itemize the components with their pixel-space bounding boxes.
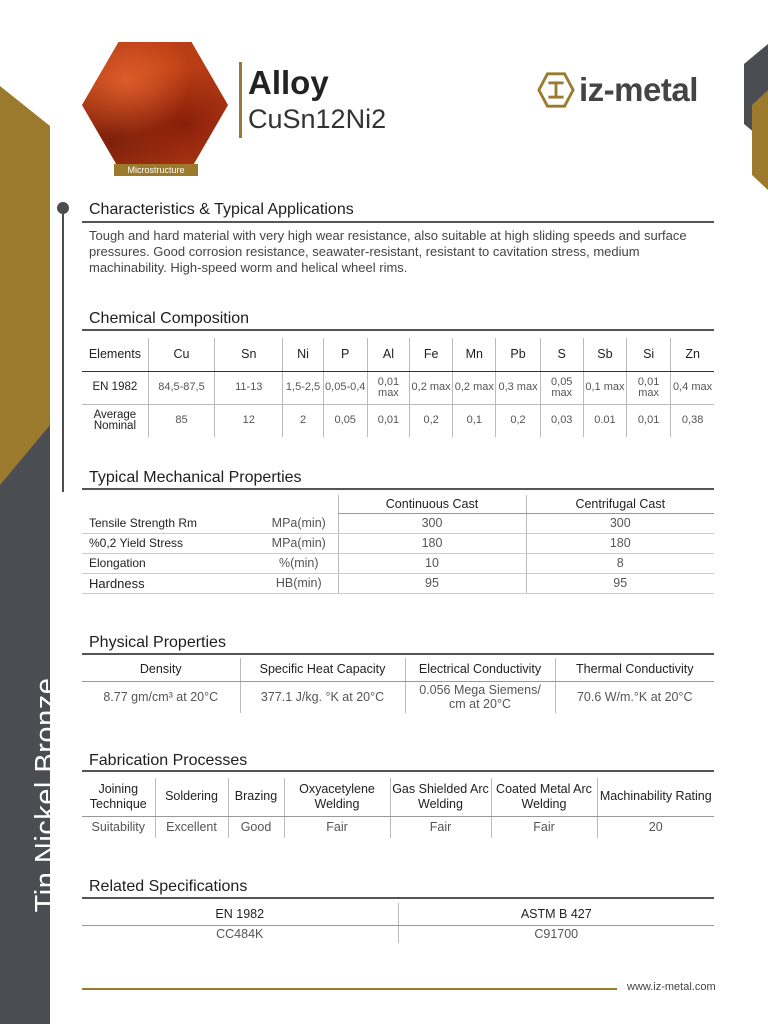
coated-metal-header: Coated Metal Arc Welding xyxy=(491,778,597,816)
blank-cell xyxy=(82,495,260,513)
avg-value: 0,38 xyxy=(671,404,714,437)
characteristics-text: Tough and hard material with very high wear resistance, also suitable at high sliding speeds and surface pressures. Good corrosion resistance, seawater-resistant, resistant to cavitation stress, medium machinability. High-speed worm and helical wheel rims. xyxy=(89,228,687,275)
physical-table xyxy=(82,658,714,713)
property-unit: %(min) xyxy=(260,553,338,573)
en-value: 0,1 max xyxy=(583,371,626,404)
gold-corner-band xyxy=(752,90,768,190)
mechanical-title: Typical Mechanical Properties xyxy=(89,469,302,486)
electrical-conductivity-header: Electrical Conductivity xyxy=(405,658,555,681)
en-value: 11-13 xyxy=(215,371,283,404)
element-cell: Sb xyxy=(583,338,626,371)
soldering-value: Excellent xyxy=(155,816,228,838)
avg-value: 0.01 xyxy=(583,404,626,437)
section-rule xyxy=(82,653,714,655)
element-cell: P xyxy=(323,338,367,371)
section-rule xyxy=(82,329,714,331)
suitability-label: Suitability xyxy=(91,819,145,834)
logo-text: iz-metal xyxy=(579,71,698,108)
property-label: Hardness xyxy=(82,573,260,593)
microstructure-label: Microstructure xyxy=(114,164,198,176)
continuous-value: 10 xyxy=(338,553,526,573)
centrifugal-value: 95 xyxy=(526,573,714,593)
continuous-value: 95 xyxy=(338,573,526,593)
en-1982-value: CC484K xyxy=(216,927,264,942)
density-header: Density xyxy=(82,658,240,681)
element-cell: Zn xyxy=(671,338,714,371)
soldering-header: Soldering xyxy=(155,778,228,816)
physical-title: Physical Properties xyxy=(89,634,226,651)
chemical-table xyxy=(82,338,714,437)
en-value: 0,05 max xyxy=(540,371,583,404)
blank-cell xyxy=(260,495,338,513)
element-cell: Sn xyxy=(215,338,283,371)
microstructure-hexagon xyxy=(82,42,228,168)
en-value: 1,5-2,5 xyxy=(283,371,323,404)
joining-technique-header: Joining Technique xyxy=(82,778,155,816)
centrifugal-value: 300 xyxy=(526,513,714,533)
en-value: 0,3 max xyxy=(496,371,540,404)
vertical-title: Tin Nickel Bronze xyxy=(30,677,62,913)
element-cell: Si xyxy=(627,338,671,371)
coated-metal-value: Fair xyxy=(491,816,597,838)
brand-logo xyxy=(537,70,698,110)
en-value: 0,4 max xyxy=(671,371,714,404)
en-value: 84,5-87,5 xyxy=(148,371,214,404)
avg-value: 0,05 xyxy=(323,404,367,437)
machinability-value: 20 xyxy=(597,816,714,838)
en-value: 0,05-0,4 xyxy=(323,371,367,404)
avg-value: 0,01 xyxy=(367,404,409,437)
en-value: 0,01 max xyxy=(367,371,409,404)
property-label: Tensile Strength Rm xyxy=(82,513,260,533)
avg-value: 85 xyxy=(148,404,214,437)
property-label: Elongation xyxy=(82,553,260,573)
footer-rule xyxy=(82,988,617,990)
continuous-value: 180 xyxy=(338,533,526,553)
heat-capacity-value: 377.1 J/kg. °K at 20°C xyxy=(240,681,405,713)
related-title: Related Specifications xyxy=(89,878,248,895)
chemical-title: Chemical Composition xyxy=(89,310,250,327)
mechanical-table xyxy=(82,495,714,594)
gas-shielded-header: Gas Shielded Arc Welding xyxy=(390,778,491,816)
centrifugal-value: 8 xyxy=(526,553,714,573)
centrifugal-cast-header: Centrifugal Cast xyxy=(526,495,714,513)
en-1982-header: EN 1982 xyxy=(82,903,398,925)
elements-header: Elements xyxy=(82,338,148,371)
oxyacetylene-header: Oxyacetylene Welding xyxy=(284,778,390,816)
astm-value: C91700 xyxy=(398,925,714,943)
avg-value: 0,1 xyxy=(453,404,496,437)
brazing-header: Brazing xyxy=(228,778,284,816)
property-unit: MPa(min) xyxy=(260,533,338,553)
property-unit: HB(min) xyxy=(260,573,338,593)
section-rule xyxy=(82,488,714,490)
continuous-cast-header: Continuous Cast xyxy=(338,495,526,513)
element-cell: Ni xyxy=(283,338,323,371)
characteristics-title: Characteristics & Typical Applications xyxy=(89,201,354,218)
gas-shielded-value: Fair xyxy=(390,816,491,838)
fabrication-title: Fabrication Processes xyxy=(89,752,248,769)
continuous-value: 300 xyxy=(338,513,526,533)
thermal-conductivity-header: Thermal Conductivity xyxy=(555,658,714,681)
brazing-value: Good xyxy=(228,816,284,838)
avg-value: 0,2 xyxy=(496,404,540,437)
electrical-conductivity-value: 0.056 Mega Siemens/ cm at 20°C xyxy=(405,681,555,713)
property-label: %0,2 Yield Stress xyxy=(82,533,260,553)
thermal-conductivity-value: 70.6 W/m.°K at 20°C xyxy=(555,681,714,713)
avg-label: Average Nominal xyxy=(93,408,137,432)
avg-value: 0,01 xyxy=(627,404,671,437)
alloy-label: Alloy xyxy=(248,64,329,101)
en-value: 0,2 max xyxy=(453,371,496,404)
element-cell: S xyxy=(540,338,583,371)
element-cell: Cu xyxy=(148,338,214,371)
property-unit: MPa(min) xyxy=(260,513,338,533)
density-value: 8.77 gm/cm³ at 20°C xyxy=(103,690,219,705)
alloy-code: CuSn12Ni2 xyxy=(248,104,387,134)
avg-value: 2 xyxy=(283,404,323,437)
avg-value: 12 xyxy=(215,404,283,437)
avg-value: 0,03 xyxy=(540,404,583,437)
element-cell: Fe xyxy=(410,338,453,371)
element-cell: Al xyxy=(367,338,409,371)
iz-monogram-icon xyxy=(537,71,575,109)
microstructure-image xyxy=(82,42,230,176)
oxyacetylene-value: Fair xyxy=(284,816,390,838)
en-value: 0,2 max xyxy=(410,371,453,404)
en-value: 0,01 max xyxy=(627,371,671,404)
element-cell: Pb xyxy=(496,338,540,371)
fabrication-table xyxy=(82,778,714,838)
website-link[interactable]: www.iz-metal.com xyxy=(627,981,716,993)
heat-capacity-header: Specific Heat Capacity xyxy=(240,658,405,681)
timeline-line xyxy=(62,212,64,492)
en-label: EN 1982 xyxy=(82,371,148,404)
centrifugal-value: 180 xyxy=(526,533,714,553)
related-table xyxy=(82,903,714,943)
avg-value: 0,2 xyxy=(410,404,453,437)
machinability-header: Machinability Rating xyxy=(597,778,714,816)
astm-header: ASTM B 427 xyxy=(398,903,714,925)
element-cell: Mn xyxy=(453,338,496,371)
section-rule xyxy=(82,770,714,772)
section-rule xyxy=(82,221,714,223)
section-rule xyxy=(82,897,714,899)
title-divider xyxy=(239,62,242,138)
